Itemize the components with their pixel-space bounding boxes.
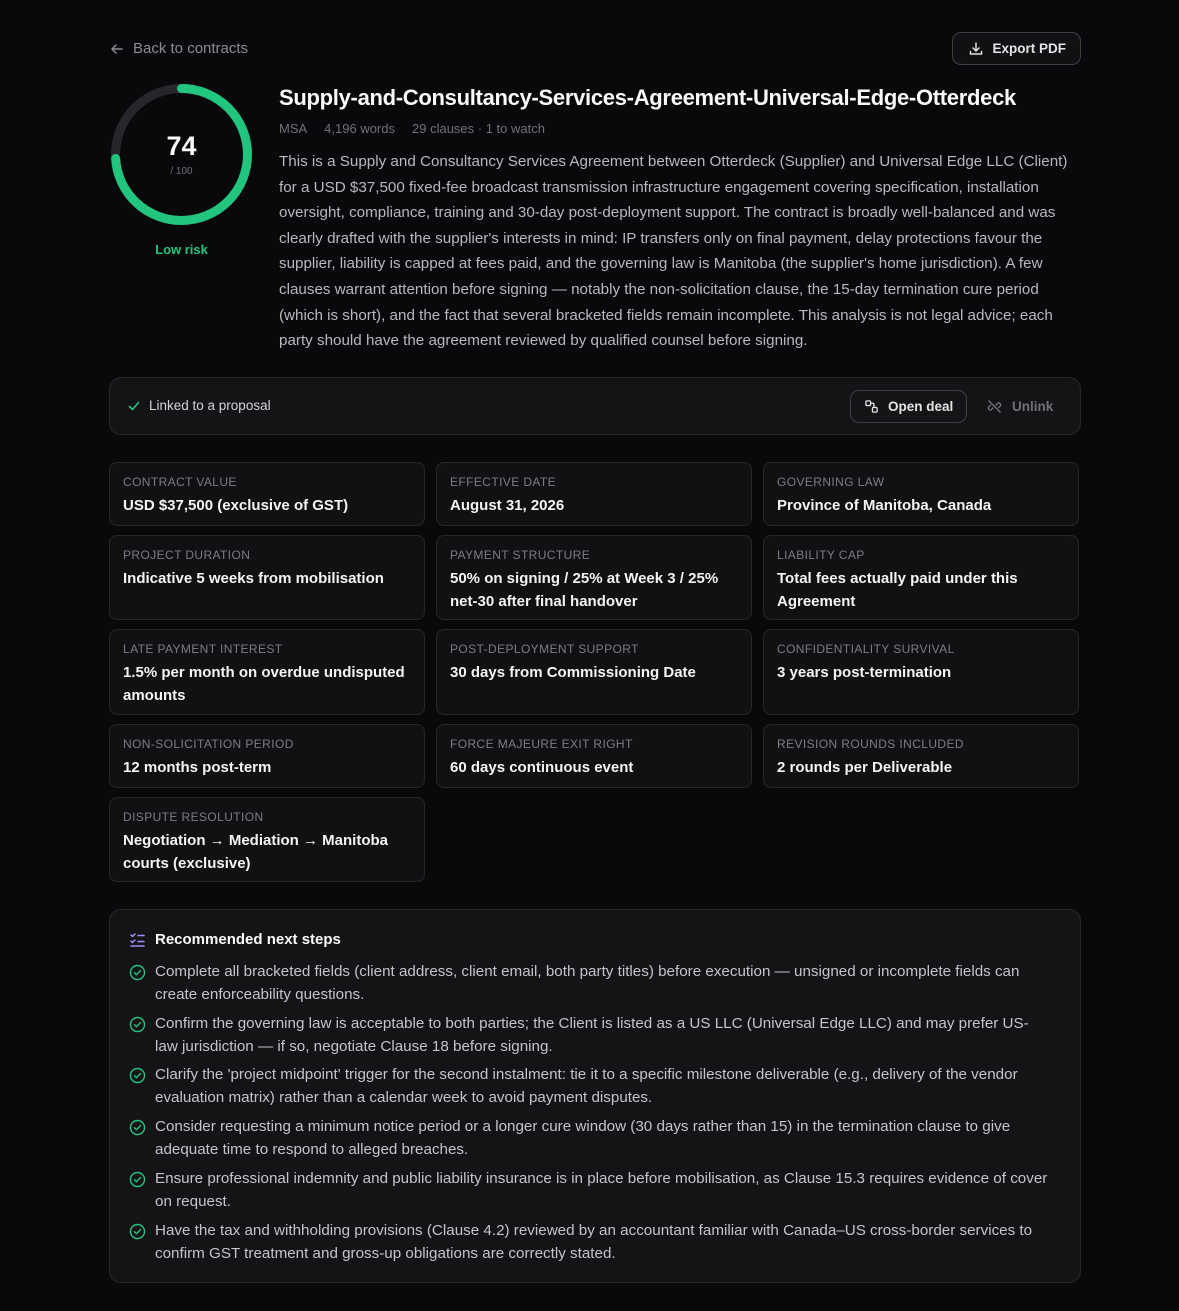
open-deal-label: Open deal xyxy=(888,399,954,414)
next-step-text: Have the tax and withholding provisions (Clause 4.2) reviewed by an accountant familiar with Canada–US cross-border services to confirm GST treatment and gross-up obligations are correctly stated. xyxy=(155,1222,1033,1262)
unlink-label: Unlink xyxy=(1012,399,1054,414)
next-step-item xyxy=(129,1013,1049,1058)
term-label: NON-SOLICITATION PERIOD xyxy=(123,737,294,751)
term-label: GOVERNING LAW xyxy=(777,475,885,489)
contract-title: Supply-and-Consultancy-Services-Agreement-Universal-Edge-Otterdeck xyxy=(279,85,1016,110)
contract-summary: This is a Supply and Consultancy Services Agreement between Otterdeck (Supplier) and Universal Edge LLC (Client) for a USD $37,500 fixed-fee broadcast transmission infrastructure engagement covering specification, installation oversight, compliance, training and 30-day post-deployment support. The contract is broadly well-balanced and was clearly drafted with the supplier's interests in mind: IP transfers only on final payment, delay protections favour the supplier, liability is capped at fees paid, and the governing law is Manitoba (the supplier's home jurisdiction). A few clauses warrant attention before signing — notably the non-solicitation clause, the 15-day termination cure period (which is short), and the fact that several bracketed fields remain incomplete. This analysis is not legal advice; each party should have the agreement reviewed by qualified counsel before signing. xyxy=(279,153,1068,350)
term-label: CONTRACT VALUE xyxy=(123,475,237,489)
download-icon xyxy=(968,41,984,57)
term-value: 30 days from Commissioning Date xyxy=(450,664,696,681)
term-label: DISPUTE RESOLUTION xyxy=(123,810,264,824)
check-circle-icon xyxy=(129,1223,146,1240)
term-value: 1.5% per month on overdue undisputed amounts xyxy=(123,664,405,704)
term-value: USD $37,500 (exclusive of GST) xyxy=(123,497,349,514)
check-circle-icon xyxy=(129,1119,146,1136)
clause-count: 29 clauses · 1 to watch xyxy=(412,121,545,136)
term-label: PAYMENT STRUCTURE xyxy=(450,548,591,562)
term-card-governing-law xyxy=(763,462,1079,526)
term-card-force-majeure-exit xyxy=(436,724,752,788)
recommended-next-steps-panel xyxy=(109,909,1081,1283)
arrow-left-icon xyxy=(109,41,125,57)
term-value: 60 days continuous event xyxy=(450,759,634,776)
contract-type: MSA xyxy=(279,121,308,136)
term-label: REVISION ROUNDS INCLUDED xyxy=(777,737,964,751)
term-card-effective-date xyxy=(436,462,752,526)
term-card-liability-cap xyxy=(763,535,1079,620)
term-card-non-solicitation-period xyxy=(109,724,425,788)
unlink-button[interactable] xyxy=(987,391,1053,422)
term-label: CONFIDENTIALITY SURVIVAL xyxy=(777,642,955,656)
term-label: POST-DEPLOYMENT SUPPORT xyxy=(450,642,639,656)
term-card-confidentiality-survival xyxy=(763,629,1079,715)
score-value: 74 xyxy=(166,131,197,161)
next-step-item xyxy=(129,961,1049,1006)
checklist-icon xyxy=(129,931,146,948)
term-value: Negotiation → Mediation → Manitoba courts (exclusive) xyxy=(123,832,388,872)
next-step-item xyxy=(129,1116,1049,1161)
term-card-post-deployment-support xyxy=(436,629,752,715)
contract-header xyxy=(279,85,1081,354)
top-bar xyxy=(109,32,1081,65)
score-max: / 100 xyxy=(170,166,193,177)
term-value: 3 years post-termination xyxy=(777,664,952,681)
term-value: 12 months post-term xyxy=(123,759,272,776)
export-label: Export PDF xyxy=(992,41,1066,56)
check-circle-icon xyxy=(129,1016,146,1033)
next-step-text: Clarify the 'project midpoint' trigger for the second instalment: tie it to a specific milestone deliverable (e.g., delivery of the vendor evaluation matrix) rather than a calendar week to avoid payment disputes. xyxy=(155,1066,1018,1106)
term-value: Total fees actually paid under this Agreement xyxy=(777,570,1018,610)
link-status xyxy=(127,398,271,413)
check-icon xyxy=(127,399,141,413)
term-value: Province of Manitoba, Canada xyxy=(777,497,992,514)
next-step-text: Confirm the governing law is acceptable to both parties; the Client is listed as a US LLC (Universal Edge LLC) and may prefer US-law jurisdiction — if so, negotiate Clause 18 before signing. xyxy=(155,1015,1029,1055)
contract-meta xyxy=(279,121,1081,136)
open-deal-button[interactable] xyxy=(850,390,967,423)
term-card-contract-value xyxy=(109,462,425,526)
term-value: August 31, 2026 xyxy=(450,497,565,514)
term-value: Indicative 5 weeks from mobilisation xyxy=(123,570,384,587)
export-pdf-button[interactable] xyxy=(952,32,1081,65)
check-circle-icon xyxy=(129,1067,146,1084)
next-step-item xyxy=(129,1064,1049,1109)
back-label: Back to contracts xyxy=(133,40,249,57)
next-step-item xyxy=(129,1168,1049,1213)
next-steps-heading xyxy=(129,931,341,948)
risk-label: Low risk xyxy=(155,242,208,257)
term-value: 2 rounds per Deliverable xyxy=(777,759,953,776)
risk-score-gauge xyxy=(109,82,254,227)
check-circle-icon xyxy=(129,1171,146,1188)
back-to-contracts-link[interactable] xyxy=(109,40,248,57)
term-card-dispute-resolution xyxy=(109,797,425,882)
term-label: FORCE MAJEURE EXIT RIGHT xyxy=(450,737,633,751)
term-card-project-duration xyxy=(109,535,425,620)
next-steps-title: Recommended next steps xyxy=(155,931,341,948)
next-step-text: Ensure professional indemnity and public liability insurance is in place before mobilisation, as Clause 15.3 requires evidence of cover on request. xyxy=(155,1170,1048,1210)
link-status-label: Linked to a proposal xyxy=(149,398,271,413)
check-circle-icon xyxy=(129,964,146,981)
next-step-text: Consider requesting a minimum notice period or a longer cure window (30 days rather than 15) in the termination clause to give adequate time to respond to alleged breaches. xyxy=(155,1118,1011,1158)
term-label: EFFECTIVE DATE xyxy=(450,475,557,489)
term-card-late-payment-interest xyxy=(109,629,425,715)
term-label: LIABILITY CAP xyxy=(777,548,865,562)
next-step-item xyxy=(129,1220,1049,1265)
term-label: LATE PAYMENT INTEREST xyxy=(123,642,283,656)
link-nodes-icon xyxy=(864,399,879,414)
proposal-link-bar xyxy=(109,377,1081,435)
next-step-text: Complete all bracketed fields (client address, client email, both party titles) before execution — unsigned or incomplete fields can create enforceability questions. xyxy=(155,963,1020,1003)
word-count: 4,196 words xyxy=(324,121,395,136)
term-card-revision-rounds xyxy=(763,724,1079,788)
term-value: 50% on signing / 25% at Week 3 / 25% net-30 after final handover xyxy=(450,570,719,610)
unlink-icon xyxy=(987,399,1002,414)
term-card-payment-structure xyxy=(436,535,752,620)
term-label: PROJECT DURATION xyxy=(123,548,251,562)
